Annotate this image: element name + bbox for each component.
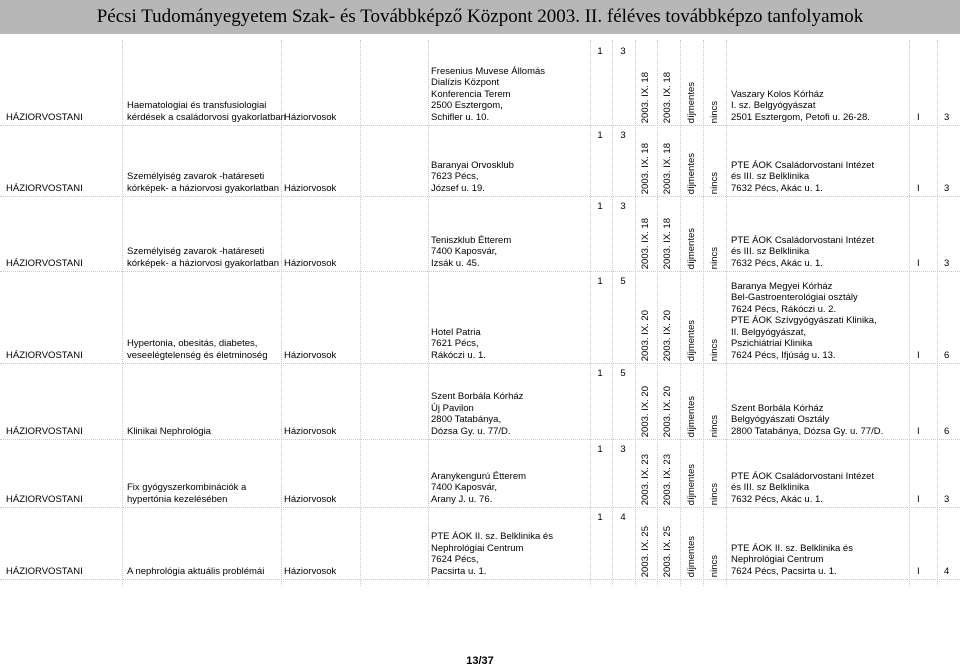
course-title-line: hypertónia kezelésében [127,493,228,505]
venue-line: 7623 Pécs, [431,171,479,182]
course-title-line: kórképek- a háziorvosi gyakorlatban [127,182,280,194]
table-row [0,440,960,508]
end-date: 2003. IX. 25 [662,525,673,577]
target-audience: Háziorvosok [284,111,337,123]
course-title [127,338,267,361]
course-title-line: Személyiség zavarok -határeseti [127,246,265,257]
end-date: 2003. IX. 20 [662,385,673,437]
level: I [917,182,920,194]
venue-line: Hotel Patria [431,326,481,338]
row-divider [0,579,960,580]
venue-line: 7621 Pécs, [431,338,479,349]
start-date: 2003. IX. 20 [640,309,651,361]
organizer-line: 7624 Pécs, Rákóczi u. 2. [731,303,837,315]
count-start: 1 [597,512,603,523]
organizer-line: és III. sz Belklinika [731,171,810,182]
credit: 3 [944,493,950,505]
course-type: HÁZIORVOSTANI [6,257,83,269]
organizer-line: PTE ÁOK II. sz. Belklinika és [731,542,853,554]
condition: nincs [709,100,720,123]
condition: nincs [709,171,720,194]
venue [431,531,553,577]
organizer-line: Baranya Megyei Kórház [731,280,833,292]
end-date: 2003. IX. 18 [662,71,673,123]
organizer-line: Vaszary Kolos Kórház [731,88,824,100]
fee: díjmentes [686,152,697,194]
course-title [127,482,246,505]
organizer [731,471,874,506]
target-audience: Háziorvosok [284,349,337,361]
venue-line: 7400 Kaposvár, [431,482,498,493]
table-row [0,272,960,364]
table-row [0,126,960,197]
venue-line: 7624 Pécs, [431,554,479,565]
count-start: 1 [597,276,603,287]
count-start: 1 [597,444,603,455]
credit: 6 [944,425,950,437]
organizer [731,543,853,578]
course-title [127,566,264,578]
course-type: HÁZIORVOSTANI [6,425,83,437]
organizer-line: PTE ÁOK Családorvostani Intézet [731,234,875,246]
organizer-line: Belgyógyászati Osztály [731,414,830,425]
target-audience: Háziorvosok [284,565,337,577]
venue [431,235,511,270]
organizer-line: PTE ÁOK Szívgyógyászati Klinika, [731,315,877,326]
fee: díjmentes [686,395,697,437]
venue-line: Arany J. u. 76. [431,493,493,505]
fee: díjmentes [686,319,697,361]
organizer [731,160,874,195]
target-audience: Háziorvosok [284,493,337,505]
fee: díjmentes [686,535,697,577]
page-number [0,655,960,667]
course-title-line: Személyiség zavarok -határeseti [127,171,265,182]
venue-line: Baranyai Orvosklub [431,159,514,171]
credit: 6 [944,349,950,361]
level: I [917,111,920,123]
organizer [731,89,870,124]
condition: nincs [709,414,720,437]
venue-line: Nephrológiai Centrum [431,542,524,554]
venue [431,160,514,195]
organizer-line: Pszichiátriai Klinika [731,338,813,349]
organizer-line: PTE ÁOK Családorvostani Intézet [731,159,875,171]
venue-line: Schifler u. 10. [431,111,490,123]
venue [431,391,523,437]
course-title-line: kérdések a családorvosi gyakorlatban [127,111,286,123]
organizer-line: 7624 Pécs, Pacsirta u. 1. [731,565,837,577]
organizer [731,235,874,270]
level: I [917,425,920,437]
organizer-line: 7632 Pécs, Akác u. 1. [731,182,823,194]
count-start: 1 [597,46,603,57]
course-title-line: Haematologiai és transfusiologiai [127,100,267,111]
course-type: HÁZIORVOSTANI [6,565,83,577]
target-audience: Háziorvosok [284,257,337,269]
end-date: 2003. IX. 18 [662,217,673,269]
count-end: 5 [620,368,626,379]
start-date: 2003. IX. 18 [640,217,651,269]
venue-line: 2800 Tatabánya, [431,414,502,425]
course-type: HÁZIORVOSTANI [6,349,83,361]
start-date: 2003. IX. 23 [640,453,651,505]
venue-line: Fresenius Muvese Állomás [431,65,546,77]
target-audience: Háziorvosok [284,182,337,194]
condition: nincs [709,482,720,505]
condition: nincs [709,246,720,269]
venue-line: Izsák u. 45. [431,257,480,269]
course-title-line: veseelégtelenség és életminoség [127,349,268,361]
venue-line: 7400 Kaposvár, [431,246,498,257]
count-start: 1 [597,201,603,212]
course-type: HÁZIORVOSTANI [6,182,83,194]
count-start: 1 [597,130,603,141]
venue-line: Szent Borbála Kórház [431,391,524,402]
fee: díjmentes [686,227,697,269]
end-date: 2003. IX. 20 [662,309,673,361]
organizer-line: PTE ÁOK Családorvostani Intézet [731,470,875,482]
fee: díjmentes [686,463,697,505]
count-end: 4 [620,512,626,523]
start-date: 2003. IX. 20 [640,385,651,437]
credit: 4 [944,565,950,577]
count-end: 3 [620,130,626,141]
organizer-line: Bel-Gastroenterológiai osztály [731,292,858,303]
organizer-line: 2800 Tatabánya, Dózsa Gy. u. 77/D. [731,425,884,437]
organizer-line: II. Belgyógyászat, [731,326,806,338]
table-row [0,42,960,126]
course-type: HÁZIORVOSTANI [6,111,83,123]
page-header [0,0,960,34]
venue-line: Konferencia Terem [431,88,511,100]
course-title-line: Klinikai Nephrológia [127,425,211,437]
count-end: 3 [620,46,626,57]
organizer-line: 7632 Pécs, Akác u. 1. [731,493,823,505]
organizer-line: Szent Borbála Kórház [731,402,824,414]
table-row [0,508,960,580]
organizer-line: 2501 Esztergom, Petofi u. 26-28. [731,111,870,123]
count-end: 3 [620,201,626,212]
condition: nincs [709,554,720,577]
level: I [917,493,920,505]
level: I [917,349,920,361]
organizer-line: 7624 Pécs, Ifjúság u. 13. [731,349,836,361]
table-row [0,364,960,440]
venue-line: Pacsirta u. 1. [431,565,487,577]
course-title [127,426,211,438]
condition: nincs [709,338,720,361]
organizer-line: 7632 Pécs, Akác u. 1. [731,257,823,269]
course-title [127,171,279,194]
start-date: 2003. IX. 18 [640,142,651,194]
start-date: 2003. IX. 18 [640,71,651,123]
organizer [731,403,883,438]
header-title: Pécsi Tudományegyetem Szak- és Továbbképző Központ 2003. II. féléves továbbképzo tanfolyamok [96,6,864,27]
end-date: 2003. IX. 23 [662,453,673,505]
venue-line: Dózsa Gy. u. 77/D. [431,425,511,437]
venue [431,66,545,124]
credit: 3 [944,111,950,123]
credit: 3 [944,182,950,194]
organizer-line: és III. sz Belklinika [731,246,810,257]
venue-line: 2500 Esztergom, [431,100,503,111]
fee: díjmentes [686,81,697,123]
level: I [917,257,920,269]
venue-line: Teniszklub Étterem [431,234,512,246]
count-end: 3 [620,444,626,455]
venue-line: Dialízis Központ [431,77,500,88]
course-title-line: A nephrológia aktuális problémái [127,565,265,577]
course-type: HÁZIORVOSTANI [6,493,83,505]
organizer [731,281,877,362]
table-row [0,197,960,272]
course-title [127,246,279,269]
credit: 3 [944,257,950,269]
end-date: 2003. IX. 18 [662,142,673,194]
organizer-line: I. sz. Belgyógyászat [731,100,816,111]
venue-line: József u. 19. [431,182,485,194]
venue-line: Új Pavilon [431,402,474,414]
course-title-line: kórképek- a háziorvosi gyakorlatban [127,257,280,269]
venue-line: PTE ÁOK II. sz. Belklinika és [431,531,553,542]
venue-line: Aranykengurú Étterem [431,470,527,482]
start-date: 2003. IX. 25 [640,525,651,577]
course-title-line: Hypertonia, obesitás, diabetes, [127,338,258,349]
count-end: 5 [620,276,626,287]
organizer-line: Nephrológiai Centrum [731,554,824,565]
venue [431,327,486,362]
venue [431,471,526,506]
course-title [127,100,286,123]
course-title-line: Fix gyógyszerkombinációk a [127,482,247,493]
count-start: 1 [597,368,603,379]
level: I [917,565,920,577]
venue-line: Rákóczi u. 1. [431,349,486,361]
page-number-text: 13/37 [466,655,494,667]
target-audience: Háziorvosok [284,425,337,437]
organizer-line: és III. sz Belklinika [731,482,810,493]
